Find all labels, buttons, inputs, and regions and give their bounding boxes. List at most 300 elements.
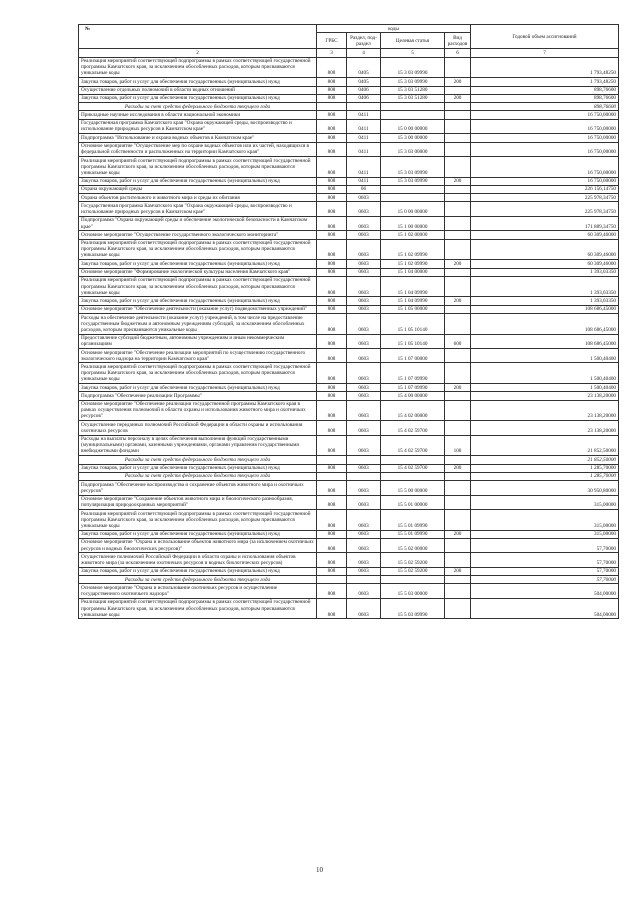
row-expense-type — [445, 363, 471, 384]
row-expense-type — [445, 142, 471, 156]
row-name: Основное мероприятие "Осуществление мер по охране водных объектов или их частей, находящихся в федеральной собственности и расположенных на территории Камчатского края" — [79, 142, 317, 156]
row-grbs: 808 — [317, 260, 347, 268]
row-name: Охрана объектов растительного и животного мира и среды их обитания — [79, 194, 317, 202]
row-section: 0411 — [347, 134, 381, 142]
row-target-article: 15 3 03 51280 — [381, 86, 445, 94]
row-target-article: 15 3 03 09990 — [381, 177, 445, 185]
row-amount: 16 750,00000 — [471, 119, 619, 133]
row-expense-type — [445, 268, 471, 276]
row-target-article: 15 4 02 59700 — [381, 435, 445, 456]
row-grbs: 808 — [317, 530, 347, 538]
row-section: 0603 — [347, 421, 381, 435]
row-amount: 1 793,48250 — [471, 57, 619, 78]
row-section: 0603 — [347, 202, 381, 216]
row-grbs — [317, 576, 347, 584]
row-grbs: 808 — [317, 94, 347, 102]
row-grbs: 808 — [317, 384, 347, 392]
row-target-article: 15 3 03 09990 — [381, 78, 445, 86]
table-row — [79, 185, 619, 193]
row-section: 0603 — [347, 435, 381, 456]
row-section: 0603 — [347, 305, 381, 313]
row-target-article: 15 1 02 09990 — [381, 260, 445, 268]
row-grbs: 808 — [317, 598, 347, 619]
row-section: 0603 — [347, 392, 381, 400]
table-row — [79, 119, 619, 133]
row-name: Подпрограмма "Обеспечение воспроизводства и сохранение объектов животного мира и охотничьих ресурсов" — [79, 481, 317, 495]
row-name: Подпрограмма "Использование и охрана водных объектов в Камчатском крае" — [79, 134, 317, 142]
row-expense-type: 200 — [445, 94, 471, 102]
row-section: 06 — [347, 185, 381, 193]
row-expense-type — [445, 111, 471, 119]
row-amount: 504,00000 — [471, 598, 619, 619]
document-page — [78, 24, 618, 884]
row-section: 0603 — [347, 598, 381, 619]
table-row — [79, 194, 619, 202]
row-expense-type — [445, 156, 471, 177]
row-expense-type — [445, 481, 471, 495]
row-expense-type — [445, 456, 471, 464]
row-name: Расходы за счет средств федерального бюджета текущего года — [79, 472, 317, 480]
row-amount: 504,00000 — [471, 584, 619, 598]
row-name: Расходы на выплаты персоналу в целях обеспечения выполнения функций государственными (муниципальными) органами, казенными учреждениями, органами управления государственными внебюджетными фондами — [79, 435, 317, 456]
row-grbs: 808 — [317, 334, 347, 348]
table-row — [79, 276, 619, 297]
row-grbs: 808 — [317, 305, 347, 313]
row-expense-type: 200 — [445, 297, 471, 305]
row-expense-type — [445, 314, 471, 335]
row-target-article: 15 5 01 09990 — [381, 530, 445, 538]
row-target-article: 15 5 01 00000 — [381, 495, 445, 509]
table-row — [79, 231, 619, 239]
row-target-article — [381, 576, 445, 584]
row-expense-type — [445, 349, 471, 363]
row-target-article — [381, 194, 445, 202]
column-index: 4 — [347, 49, 381, 57]
row-target-article: 15 1 05 10140 — [381, 334, 445, 348]
row-section: 0603 — [347, 495, 381, 509]
row-amount: 1 500,40400 — [471, 349, 619, 363]
table-row — [79, 297, 619, 305]
row-target-article: 15 0 00 00000 — [381, 119, 445, 133]
table-row — [79, 177, 619, 185]
row-section: 0603 — [347, 530, 381, 538]
row-section: 0603 — [347, 510, 381, 531]
row-target-article: 15 1 07 09990 — [381, 363, 445, 384]
row-grbs: 808 — [317, 78, 347, 86]
row-amount: 16 750,00000 — [471, 142, 619, 156]
row-name: Расходы за счет средств федерального бюджета текущего года — [79, 103, 317, 111]
row-name: Осуществление полномочий Российской Федерации в области охраны и использования объектов животного мира (за исключением охотничьих ресурсов и водных биологических ресурсов) — [79, 553, 317, 567]
table-row — [79, 584, 619, 598]
header-number: № — [79, 25, 317, 49]
table-row — [79, 567, 619, 575]
table-row — [79, 363, 619, 384]
row-section: 0411 — [347, 177, 381, 185]
row-expense-type: 100 — [445, 435, 471, 456]
row-grbs: 808 — [317, 142, 347, 156]
row-section: 0411 — [347, 156, 381, 177]
row-grbs: 808 — [317, 216, 347, 230]
row-section: 0603 — [347, 216, 381, 230]
row-grbs: 808 — [317, 202, 347, 216]
row-section: 0405 — [347, 57, 381, 78]
row-target-article: 15 3 03 00000 — [381, 142, 445, 156]
row-grbs: 808 — [317, 297, 347, 305]
row-amount: 1 285,70000 — [471, 464, 619, 472]
row-amount: 1 285,70000 — [471, 472, 619, 480]
table-row — [79, 134, 619, 142]
table-row — [79, 598, 619, 619]
row-amount: 108 686,45000 — [471, 305, 619, 313]
row-name: Реализация мероприятий соответствующей подпрограммы в рамках соответствующей государственной программы Камчатского края, за исключением обособленных расходов, которым присваиваются уникальные коды — [79, 57, 317, 78]
table-row — [79, 510, 619, 531]
row-name: Подпрограмма "Охрана окружающей среды и обеспечение экологической безопасности в Камчатском крае" — [79, 216, 317, 230]
row-expense-type — [445, 231, 471, 239]
budget-table — [78, 24, 619, 619]
table-row — [79, 334, 619, 348]
row-section: 0603 — [347, 567, 381, 575]
row-expense-type — [445, 305, 471, 313]
federal-budget-row — [79, 472, 619, 480]
row-name: Основное мероприятие "Формирование экологической культуры населения Камчатского края" — [79, 268, 317, 276]
table-row — [79, 538, 619, 552]
column-index: 5 — [381, 49, 445, 57]
row-grbs — [317, 103, 347, 111]
header-expense-type: Вид расходов — [445, 33, 471, 49]
row-section: 0603 — [347, 334, 381, 348]
row-name: Осуществление переданных полномочий Российской Федерации в области охраны и использования охотничьих ресурсов — [79, 421, 317, 435]
row-section: 0603 — [347, 314, 381, 335]
table-row — [79, 111, 619, 119]
row-section: 0411 — [347, 111, 381, 119]
row-name: Реализация мероприятий соответствующей подпрограммы в рамках соответствующей государственной программы Камчатского края, за исключением обособленных расходов, которым присваиваются уникальные коды — [79, 363, 317, 384]
row-target-article: 15 3 00 00000 — [381, 134, 445, 142]
table-row — [79, 392, 619, 400]
row-expense-type: 200 — [445, 78, 471, 86]
row-section: 0411 — [347, 119, 381, 133]
row-expense-type — [445, 57, 471, 78]
row-grbs: 808 — [317, 268, 347, 276]
row-name: Закупка товаров, работ и услуг для обеспечения государственных (муниципальных) нужд — [79, 384, 317, 392]
row-name: Расходы за счет средств федерального бюджета текущего года — [79, 456, 317, 464]
row-name: Закупка товаров, работ и услуг для обеспечения государственных (муниципальных) нужд — [79, 567, 317, 575]
row-amount: 1 793,48250 — [471, 78, 619, 86]
row-amount: 16 750,00000 — [471, 156, 619, 177]
table-body — [79, 57, 619, 619]
row-section: 0603 — [347, 260, 381, 268]
row-grbs: 808 — [317, 510, 347, 531]
row-expense-type — [445, 472, 471, 480]
row-expense-type — [445, 194, 471, 202]
row-target-article: 15 1 07 09990 — [381, 384, 445, 392]
row-section: 0603 — [347, 349, 381, 363]
row-grbs — [317, 472, 347, 480]
row-grbs: 808 — [317, 111, 347, 119]
row-expense-type: 200 — [445, 177, 471, 185]
row-name: Расходы на обеспечение деятельности (оказание услуг) учреждений, в том числе на предоставление государственным бюджетным и автономным учреждениям субсидий, за исключением обособленных расходов, которым присваиваются уникальные коды — [79, 314, 317, 335]
row-section: 0603 — [347, 481, 381, 495]
row-grbs: 808 — [317, 481, 347, 495]
row-expense-type — [445, 495, 471, 509]
row-grbs: 808 — [317, 239, 347, 260]
row-grbs: 808 — [317, 567, 347, 575]
row-amount: 23 138,20000 — [471, 421, 619, 435]
row-grbs: 808 — [317, 134, 347, 142]
row-amount: 1 393,03350 — [471, 297, 619, 305]
row-amount: 898,76600 — [471, 103, 619, 111]
row-amount: 226 156,14750 — [471, 185, 619, 193]
row-target-article: 15 5 00 00000 — [381, 481, 445, 495]
table-row — [79, 142, 619, 156]
row-name: Реализация мероприятий соответствующей подпрограммы в рамках соответствующей государственной программы Камчатского края, за исключением обособленных расходов, которым присваиваются уникальные коды — [79, 598, 317, 619]
row-section — [347, 456, 381, 464]
row-expense-type: 200 — [445, 464, 471, 472]
row-expense-type — [445, 134, 471, 142]
row-expense-type — [445, 538, 471, 552]
row-grbs: 808 — [317, 194, 347, 202]
row-grbs: 808 — [317, 276, 347, 297]
row-target-article: 15 1 02 09990 — [381, 239, 445, 260]
row-section: 0603 — [347, 464, 381, 472]
row-expense-type: 600 — [445, 334, 471, 348]
row-amount: 60 309,46000 — [471, 231, 619, 239]
row-amount: 21 852,50000 — [471, 456, 619, 464]
table-row — [79, 202, 619, 216]
row-amount: 16 750,00000 — [471, 177, 619, 185]
table-header — [79, 25, 619, 58]
row-expense-type — [445, 86, 471, 94]
row-target-article: 15 5 02 59200 — [381, 567, 445, 575]
row-grbs: 808 — [317, 314, 347, 335]
row-amount: 16 750,00000 — [471, 111, 619, 119]
row-target-article: 15 1 00 00000 — [381, 216, 445, 230]
row-expense-type: 200 — [445, 530, 471, 538]
row-name: Осуществление отдельных полномочий в области водных отношений — [79, 86, 317, 94]
row-grbs: 808 — [317, 231, 347, 239]
row-section: 0603 — [347, 553, 381, 567]
row-name: Основное мероприятие "Обеспечение реализации государственной программы Камчатского края в рамках осуществления полномочий в области охраны и использования животного мира и охотничьих ресурсов" — [79, 400, 317, 421]
row-section: 0603 — [347, 584, 381, 598]
row-amount: 57,70000 — [471, 576, 619, 584]
row-target-article — [381, 185, 445, 193]
row-amount: 23 138,20000 — [471, 392, 619, 400]
federal-budget-row — [79, 576, 619, 584]
table-row — [79, 530, 619, 538]
row-grbs: 808 — [317, 584, 347, 598]
row-name: Реализация мероприятий соответствующей подпрограммы в рамках соответствующей государственной программы Камчатского края, за исключением обособленных расходов, которым присваиваются уникальные коды — [79, 276, 317, 297]
row-target-article: 15 4 00 00000 — [381, 392, 445, 400]
row-amount: 21 852,50000 — [471, 435, 619, 456]
row-expense-type — [445, 400, 471, 421]
column-index-row — [79, 49, 619, 57]
row-name: Основное мероприятие "Обеспечение деятельности (оказание услуг) подведомственных учреждений" — [79, 305, 317, 313]
row-amount: 225 978,34750 — [471, 194, 619, 202]
row-name: Реализация мероприятий соответствующей подпрограммы в рамках соответствующей государственной программы Камчатского края, за исключением обособленных расходов, которым присваиваются уникальные коды — [79, 156, 317, 177]
row-expense-type — [445, 598, 471, 619]
row-amount: 30 950,80000 — [471, 481, 619, 495]
row-target-article: 15 3 03 51280 — [381, 94, 445, 102]
row-name: Закупка товаров, работ и услуг для обеспечения государственных (муниципальных) нужд — [79, 177, 317, 185]
row-expense-type — [445, 185, 471, 193]
table-row — [79, 94, 619, 102]
row-section: 0405 — [347, 78, 381, 86]
row-expense-type — [445, 103, 471, 111]
row-section — [347, 472, 381, 480]
header-annual-volume: Годовой объем ассигнований — [471, 25, 619, 49]
header-codes: коды — [317, 25, 471, 33]
row-target-article: 15 0 00 00000 — [381, 202, 445, 216]
row-grbs: 808 — [317, 553, 347, 567]
table-row — [79, 57, 619, 78]
federal-budget-row — [79, 456, 619, 464]
row-amount: 60 309,46000 — [471, 260, 619, 268]
row-expense-type — [445, 421, 471, 435]
table-row — [79, 481, 619, 495]
row-name: Закупка товаров, работ и услуг для обеспечения государственных (муниципальных) нужд — [79, 94, 317, 102]
row-name: Закупка товаров, работ и услуг для обеспечения государственных (муниципальных) нужд — [79, 260, 317, 268]
row-section: 0603 — [347, 194, 381, 202]
row-expense-type: 200 — [445, 384, 471, 392]
row-amount: 108 686,45000 — [471, 334, 619, 348]
row-target-article: 15 4 02 59700 — [381, 464, 445, 472]
row-expense-type — [445, 239, 471, 260]
table-row — [79, 553, 619, 567]
row-section: 0406 — [347, 94, 381, 102]
row-target-article: 15 1 05 00000 — [381, 305, 445, 313]
table-row — [79, 421, 619, 435]
row-section: 0603 — [347, 297, 381, 305]
row-target-article: 15 5 01 09990 — [381, 510, 445, 531]
page-number: 10 — [316, 866, 323, 874]
row-target-article — [381, 103, 445, 111]
row-amount: 315,00000 — [471, 495, 619, 509]
table-row — [79, 268, 619, 276]
row-section — [347, 103, 381, 111]
row-target-article: 15 1 04 09990 — [381, 276, 445, 297]
row-expense-type — [445, 119, 471, 133]
row-grbs: 808 — [317, 464, 347, 472]
row-amount: 315,00000 — [471, 530, 619, 538]
row-grbs: 808 — [317, 86, 347, 94]
row-grbs — [317, 456, 347, 464]
row-section: 0603 — [347, 363, 381, 384]
row-target-article: 15 5 02 59200 — [381, 553, 445, 567]
row-amount: 1 500,40400 — [471, 384, 619, 392]
row-name: Государственная программа Камчатского края "Охрана окружающей среды, воспроизводство и использование природных ресурсов в Камчатском крае" — [79, 119, 317, 133]
row-grbs: 808 — [317, 349, 347, 363]
row-name: Предоставление субсидий бюджетным, автономным учреждениям и иным некоммерческим организациям — [79, 334, 317, 348]
row-target-article: 15 5 03 00000 — [381, 584, 445, 598]
row-name: Государственная программа Камчатского края "Охрана окружающей среды, воспроизводство и использование природных ресурсов в Камчатском крае" — [79, 202, 317, 216]
row-amount: 16 750,00000 — [471, 134, 619, 142]
row-grbs: 808 — [317, 156, 347, 177]
header-target-article: Целевая статья — [381, 33, 445, 49]
row-amount: 1 393,03350 — [471, 276, 619, 297]
row-target-article — [381, 111, 445, 119]
row-expense-type — [445, 584, 471, 598]
row-name: Закупка товаров, работ и услуг для обеспечения государственных (муниципальных) нужд — [79, 464, 317, 472]
table-row — [79, 78, 619, 86]
row-target-article: 15 3 03 09990 — [381, 57, 445, 78]
row-section: 0603 — [347, 538, 381, 552]
row-target-article: 15 4 02 00000 — [381, 400, 445, 421]
row-target-article: 15 1 02 00000 — [381, 231, 445, 239]
row-amount: 898,76600 — [471, 94, 619, 102]
column-index: 2 — [79, 49, 317, 57]
column-index: 7 — [471, 49, 619, 57]
row-amount: 57,70000 — [471, 553, 619, 567]
row-amount: 225 978,34750 — [471, 202, 619, 216]
row-expense-type — [445, 553, 471, 567]
table-row — [79, 239, 619, 260]
table-row — [79, 260, 619, 268]
row-target-article: 15 1 04 00000 — [381, 268, 445, 276]
row-grbs: 808 — [317, 185, 347, 193]
row-grbs: 808 — [317, 119, 347, 133]
table-row — [79, 495, 619, 509]
table-row — [79, 435, 619, 456]
column-index: 3 — [317, 49, 347, 57]
federal-budget-row — [79, 103, 619, 111]
row-amount: 57,70000 — [471, 567, 619, 575]
row-name: Реализация мероприятий соответствующей подпрограммы в рамках соответствующей государственной программы Камчатского края, за исключением обособленных расходов, которым присваиваются уникальные коды — [79, 239, 317, 260]
row-name: Прикладные научные исследования в области национальной экономики — [79, 111, 317, 119]
row-amount: 108 686,45000 — [471, 314, 619, 335]
row-amount: 23 138,20000 — [471, 400, 619, 421]
row-name: Основное мероприятие "Обеспечение реализации мероприятий по осуществлению государственного экологического надзора на территории Камчатского края" — [79, 349, 317, 363]
row-section: 0603 — [347, 400, 381, 421]
row-name: Закупка товаров, работ и услуг для обеспечения государственных (муниципальных) нужд — [79, 297, 317, 305]
row-target-article: 15 5 02 00000 — [381, 538, 445, 552]
row-section: 0603 — [347, 239, 381, 260]
row-amount: 898,76600 — [471, 86, 619, 94]
row-grbs: 808 — [317, 57, 347, 78]
row-grbs: 808 — [317, 400, 347, 421]
row-expense-type: 200 — [445, 260, 471, 268]
header-grbs: ГРБС — [317, 33, 347, 49]
row-grbs: 808 — [317, 495, 347, 509]
row-expense-type: 200 — [445, 567, 471, 575]
table-row — [79, 384, 619, 392]
table-row — [79, 314, 619, 335]
row-target-article — [381, 456, 445, 464]
row-name: Реализация мероприятий соответствующей подпрограммы в рамках соответствующей государственной программы Камчатского края, за исключением обособленных расходов, которым присваиваются уникальные коды — [79, 510, 317, 531]
row-target-article: 15 4 02 59700 — [381, 421, 445, 435]
row-section: 0603 — [347, 231, 381, 239]
row-grbs: 808 — [317, 538, 347, 552]
table-row — [79, 216, 619, 230]
row-target-article — [381, 472, 445, 480]
row-target-article: 15 1 07 00000 — [381, 349, 445, 363]
row-amount: 60 309,46000 — [471, 239, 619, 260]
row-target-article: 15 1 04 09990 — [381, 297, 445, 305]
row-expense-type — [445, 392, 471, 400]
row-section: 0411 — [347, 142, 381, 156]
table-row — [79, 156, 619, 177]
table-row — [79, 464, 619, 472]
row-name: Основное мероприятие "Охрана и использование охотничьих ресурсов и осуществление государственного охотничьего надзора" — [79, 584, 317, 598]
row-name: Закупка товаров, работ и услуг для обеспечения государственных (муниципальных) нужд — [79, 78, 317, 86]
row-section: 0603 — [347, 276, 381, 297]
header-section: Раздел, под-раздел — [347, 33, 381, 49]
row-grbs: 808 — [317, 392, 347, 400]
row-target-article: 15 1 05 10140 — [381, 314, 445, 335]
row-grbs: 808 — [317, 177, 347, 185]
row-expense-type — [445, 216, 471, 230]
row-name: Основное мероприятие "Осуществление государственного экологического мониторинга" — [79, 231, 317, 239]
row-target-article: 15 3 03 09990 — [381, 156, 445, 177]
table-row — [79, 349, 619, 363]
